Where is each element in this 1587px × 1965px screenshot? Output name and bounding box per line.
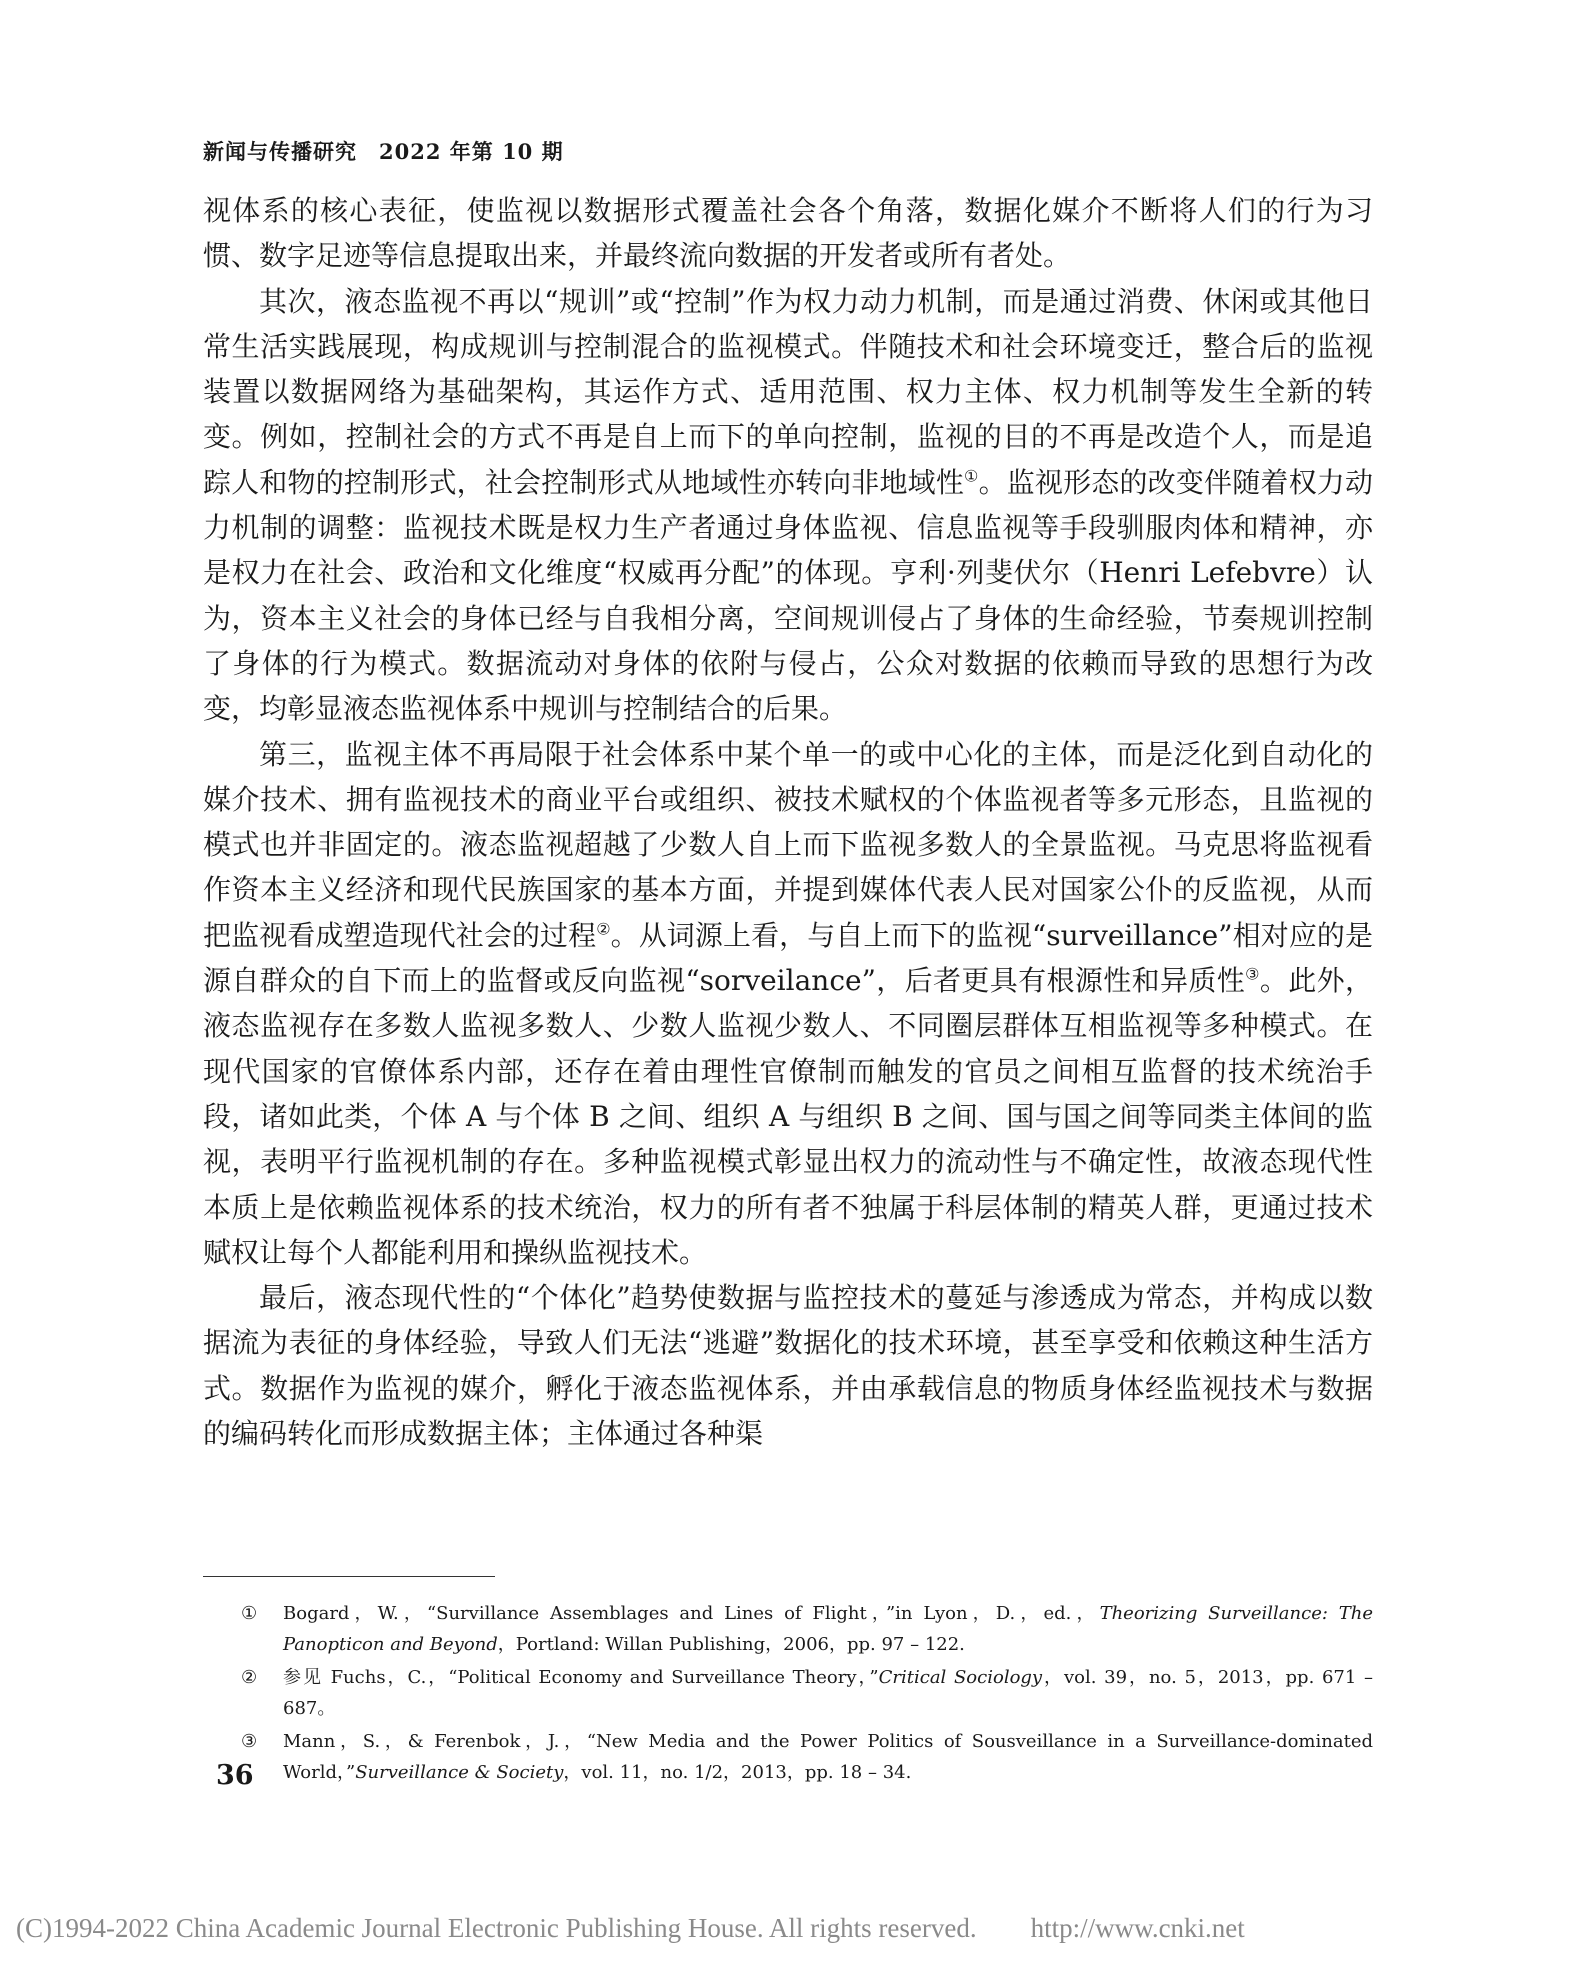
footnote-1 [203, 1598, 1373, 1660]
footnote-ref-3[interactable]: ③ [1245, 964, 1260, 984]
footnote-text: Mann，S.，& Ferenbok，J.，“New Media and the Power Politics of Sousveillance in a Surveillance-dominated World，” [283, 1731, 1373, 1783]
footnote-marker: ② [241, 1667, 258, 1688]
running-header: 新闻与传播研究 2022 年第 10 期 [203, 139, 564, 164]
footnote-marker: ① [241, 1603, 258, 1624]
footnote-ref-1[interactable]: ① [964, 466, 979, 486]
paragraph-text: 最后，液态现代性的“个体化”趋势使数据与监控技术的蔓延与渗透成为常态，并构成以数据流为表征的身体经验，导致人们无法“逃避”数据化的技术环境，甚至享受和依赖这种生活方式。数据作为监视的媒介，孵化于液态监视体系，并由承载信息的物质身体经监视技术与数据的编码转化而形成数据主体；主体通过各种渠 [203, 1281, 1373, 1451]
paragraph-text: 。此外，液态监视存在多数人监视多数人、少数人监视少数人、不同圈层群体互相监视等多种模式。在现代国家的官僚体系内部，还存在着由理性官僚制而触发的官员之间相互监督的技术统治手段，诸如此类，个体 A 与个体 B 之间、组织 A 与组织 B 之间、国与国之间等同类主体间的监视，表明平行监视机制的存在。多种监视模式彰显出权力的流动性与不确定性，故液态现代性本质上是依赖监视体系的技术统治，权力的所有者不独属于科层体制的精英人群，更通过技术赋权让每个人都能利用和操纵监视技术。 [203, 964, 1373, 1269]
footnote-text: ，vol. 39，no. 5，2013，pp. 671 – 687。 [283, 1667, 1373, 1719]
paragraph-text: 其次，液态监视不再以“规训”或“控制”作为权力动力机制，而是通过消费、休闲或其他日常生活实践展现，构成规训与控制混合的监视模式。伴随技术和社会环境变迁，整合后的监视装置以数据网络为基础架构，其运作方式、适用范围、权力主体、权力机制等发生全新的转变。例如，控制社会的方式不再是自上而下的单向控制，监视的目的不再是改造个人，而是追踪人和物的控制形式，社会控制形式从地域性亦转向非地域性 [203, 284, 1373, 499]
paragraph-3 [203, 732, 1373, 1276]
page-number: 36 [216, 1760, 254, 1791]
paragraph-text: 第三，监视主体不再局限于社会体系中某个单一的或中心化的主体，而是泛化到自动化的媒介技术、拥有监视技术的商业平台或组织、被技术赋权的个体监视者等多元形态，且监视的模式也并非固定的。液态监视超越了少数人自上而下监视多数人的全景监视。马克思将监视看作资本主义经济和现代民族国家的基本方面，并提到媒体代表人民对国家公仆的反监视，从而把监视看成塑造现代社会的过程 [203, 737, 1373, 952]
footnote-2 [203, 1662, 1373, 1724]
footnote-title: Theorizing Surveillance: The Panopticon and Beyond [283, 1603, 1374, 1655]
footnote-title: Surveillance & Society [355, 1762, 564, 1783]
footnote-marker: ③ [241, 1731, 258, 1752]
paragraph-text: 视体系的核心表征，使监视以数据形式覆盖社会各个角落，数据化媒介不断将人们的行为习惯、数字足迹等信息提取出来，并最终流向数据的开发者或所有者处。 [203, 194, 1373, 273]
footnote-text: ，Portland: Willan Publishing，2006，pp. 97 – 122. [497, 1634, 965, 1655]
footnote-text: 参见 Fuchs，C.，“Political Economy and Surveillance Theory，” [283, 1667, 879, 1688]
footnote-text: Bogard，W.，“Survillance Assemblages and Lines of Flight，”in Lyon，D.，ed.， [283, 1603, 1100, 1624]
paragraph-1 [203, 188, 1373, 279]
paragraph-text: 。从词源上看，与自上而下的监视“surveillance”相对应的是源自群众的自下而上的监督或反向监视“sorveilance”，后者更具有根源性和异质性 [203, 918, 1373, 998]
paragraph-text: 。监视形态的改变伴随着权力动力机制的调整：监视技术既是权力生产者通过身体监视、信息监视等手段驯服肉体和精神，亦是权力在社会、政治和文化维度“权威再分配”的体现。亨利·列斐伏尔（Henri Lefebvre）认为，资本主义社会的身体已经与自我相分离，空间规训侵占了身体的生命经验，节奏规训控制了身体的行为模式。数据流动对身体的依附与侵占，公众对数据的依赖而导致的思想行为改变，均彰显液态监视体系中规训与控制结合的后果。 [203, 465, 1373, 726]
paragraph-2 [203, 279, 1373, 732]
article-body [203, 188, 1373, 1456]
footnote-3 [203, 1726, 1373, 1788]
copyright-footer: (C)1994-2022 China Academic Journal Electronic Publishing House. All rights reserved. http://www.cnki.net [16, 1913, 1245, 1943]
footnote-text: ，vol. 11，no. 1/2，2013，pp. 18 – 34. [563, 1762, 912, 1783]
footnote-title: Critical Sociology [878, 1667, 1043, 1688]
paragraph-4 [203, 1275, 1373, 1456]
footnotes [203, 1598, 1373, 1790]
footnote-ref-2[interactable]: ② [596, 919, 611, 939]
footnote-divider [203, 1576, 495, 1577]
